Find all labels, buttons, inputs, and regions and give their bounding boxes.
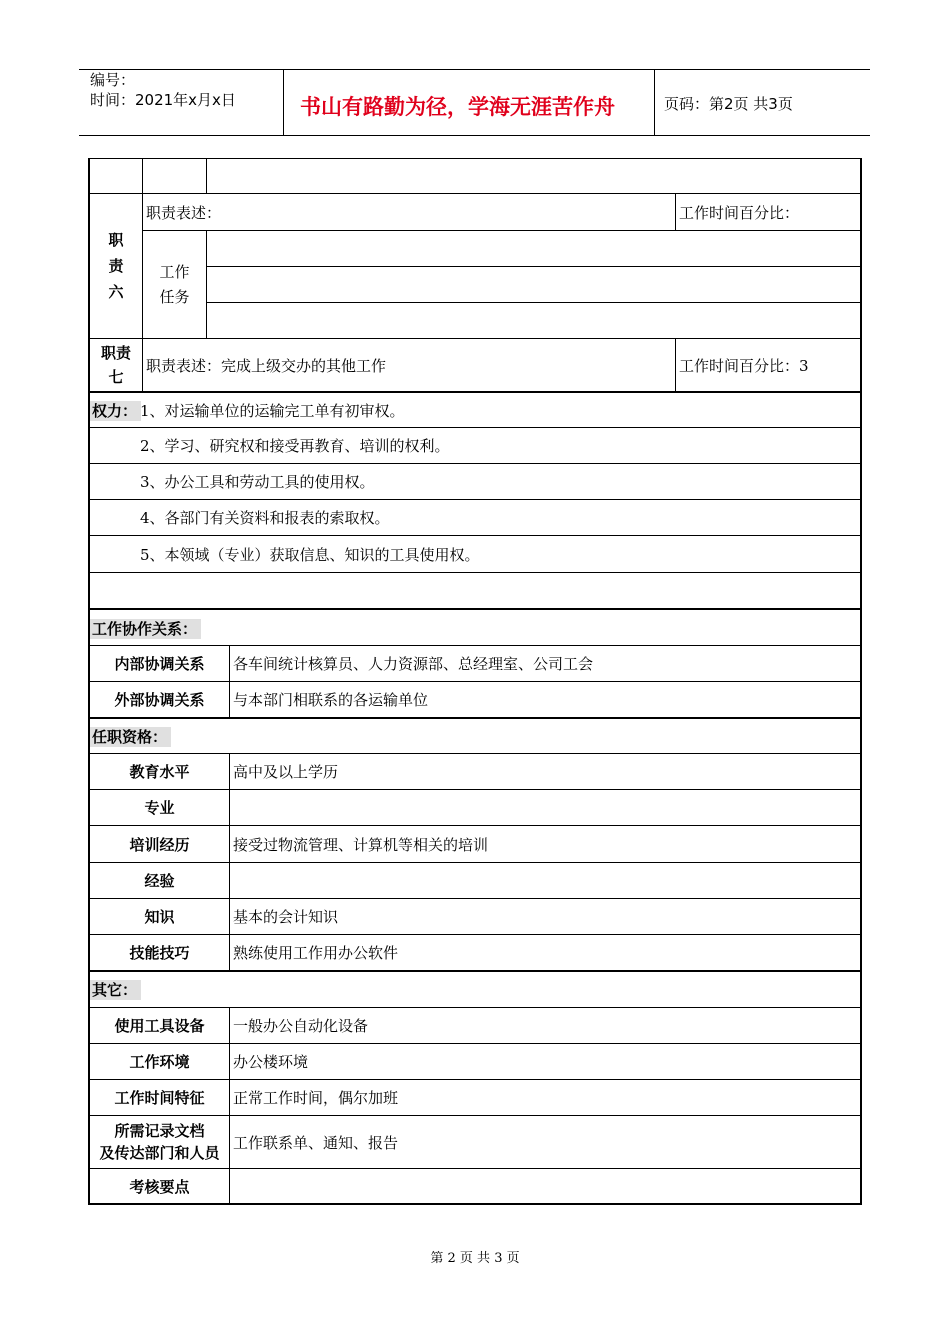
auth-line-6-thick [88, 608, 862, 610]
header-page-info: 页码：第2页 共3页 [664, 95, 793, 113]
duty7-description: 职责表述：完成上级交办的其他工作 [146, 356, 387, 375]
duty7-percent: 工作时间百分比：3 [679, 356, 809, 375]
other-title: 其它： [90, 980, 141, 1000]
coop-external-value: 与本部门相联系的各运输单位 [233, 691, 429, 709]
qualification-title: 任职资格： [90, 727, 171, 747]
table-border-bottom [88, 1203, 862, 1205]
qual-line-7-thick [88, 970, 862, 972]
duty6-label: 职 责 六 [108, 231, 124, 301]
page-footer: 第 2 页 共 3 页 [430, 1251, 520, 1266]
qual-education-value: 高中及以上学历 [233, 763, 339, 781]
other-environment-value: 办公楼环境 [233, 1053, 309, 1071]
header-top-rule [79, 69, 870, 70]
qual-major-label: 专业 [144, 799, 175, 817]
qual-knowledge-label: 知识 [144, 908, 175, 926]
cooperation-title: 工作协作关系： [90, 619, 201, 639]
duty6-percent-label: 工作时间百分比： [679, 203, 800, 222]
v-line-b [206, 158, 207, 193]
qual-knowledge-value: 基本的会计知识 [233, 908, 339, 926]
duty6-description-label: 职责表述： [146, 203, 222, 222]
qual-vline [229, 753, 230, 970]
other-documents-value: 工作联系单、通知、报告 [233, 1133, 399, 1152]
authority-item-2: 2、学习、研究权和接受再教育、培训的权利。 [140, 437, 450, 455]
h-line-3 [206, 266, 862, 267]
authority-item-4: 4、各部门有关资料和报表的索取权。 [140, 509, 390, 527]
duty7-label: 职责 七 [100, 344, 131, 386]
auth-line-5 [88, 572, 862, 573]
other-vline [229, 1007, 230, 1204]
table-border-top [88, 158, 862, 159]
authority-title: 权力： [90, 401, 141, 421]
authority-item-1: 1、对运输单位的运输完工单有初审权。 [140, 401, 405, 420]
header-number: 编号： [90, 71, 136, 89]
qual-training-value: 接受过物流管理、计算机等相关的培训 [233, 835, 489, 854]
coop-line-3-thick [88, 717, 862, 719]
other-tools-label: 使用工具设备 [114, 1017, 205, 1035]
coop-external-label: 外部协调关系 [114, 691, 205, 709]
duty6-task-label: 工作 任务 [159, 262, 190, 306]
qual-training-label: 培训经历 [129, 835, 190, 854]
qual-skills-label: 技能技巧 [129, 944, 190, 962]
header-motto: 书山有路勤为径，学海无涯苦作舟 [300, 95, 615, 119]
header-time: 时间：2021年x月x日 [90, 91, 236, 109]
h-line-2 [142, 230, 862, 231]
header-divider-left [283, 69, 284, 135]
v-line-c [206, 230, 207, 338]
other-assessment-label: 考核要点 [129, 1177, 190, 1196]
job-description-table [88, 158, 862, 1205]
other-documents-label: 所需记录文档 及传达部门和人员 [99, 1122, 220, 1162]
other-environment-label: 工作环境 [129, 1053, 190, 1071]
v-line-percent-6 [675, 193, 676, 230]
authority-item-3: 3、办公工具和劳动工具的使用权。 [140, 473, 375, 491]
v-line-percent-7 [675, 338, 676, 392]
header-bottom-rule [79, 135, 870, 136]
qual-education-label: 教育水平 [129, 763, 190, 781]
other-tools-value: 一般办公自动化设备 [233, 1017, 369, 1035]
authority-item-5: 5、本领域（专业）获取信息、知识的工具使用权。 [140, 545, 480, 564]
qual-experience-label: 经验 [144, 872, 175, 890]
other-hours-label: 工作时间特征 [114, 1089, 205, 1107]
other-hours-value: 正常工作时间，偶尔加班 [233, 1089, 399, 1107]
h-line-4 [206, 302, 862, 303]
coop-internal-value: 各车间统计核算员、人力资源部、总经理室、公司工会 [233, 655, 594, 673]
coop-internal-label: 内部协调关系 [114, 655, 205, 673]
qual-skills-value: 熟练使用工作用办公软件 [233, 944, 399, 962]
coop-vline [229, 645, 230, 717]
header-divider-right [654, 69, 655, 135]
